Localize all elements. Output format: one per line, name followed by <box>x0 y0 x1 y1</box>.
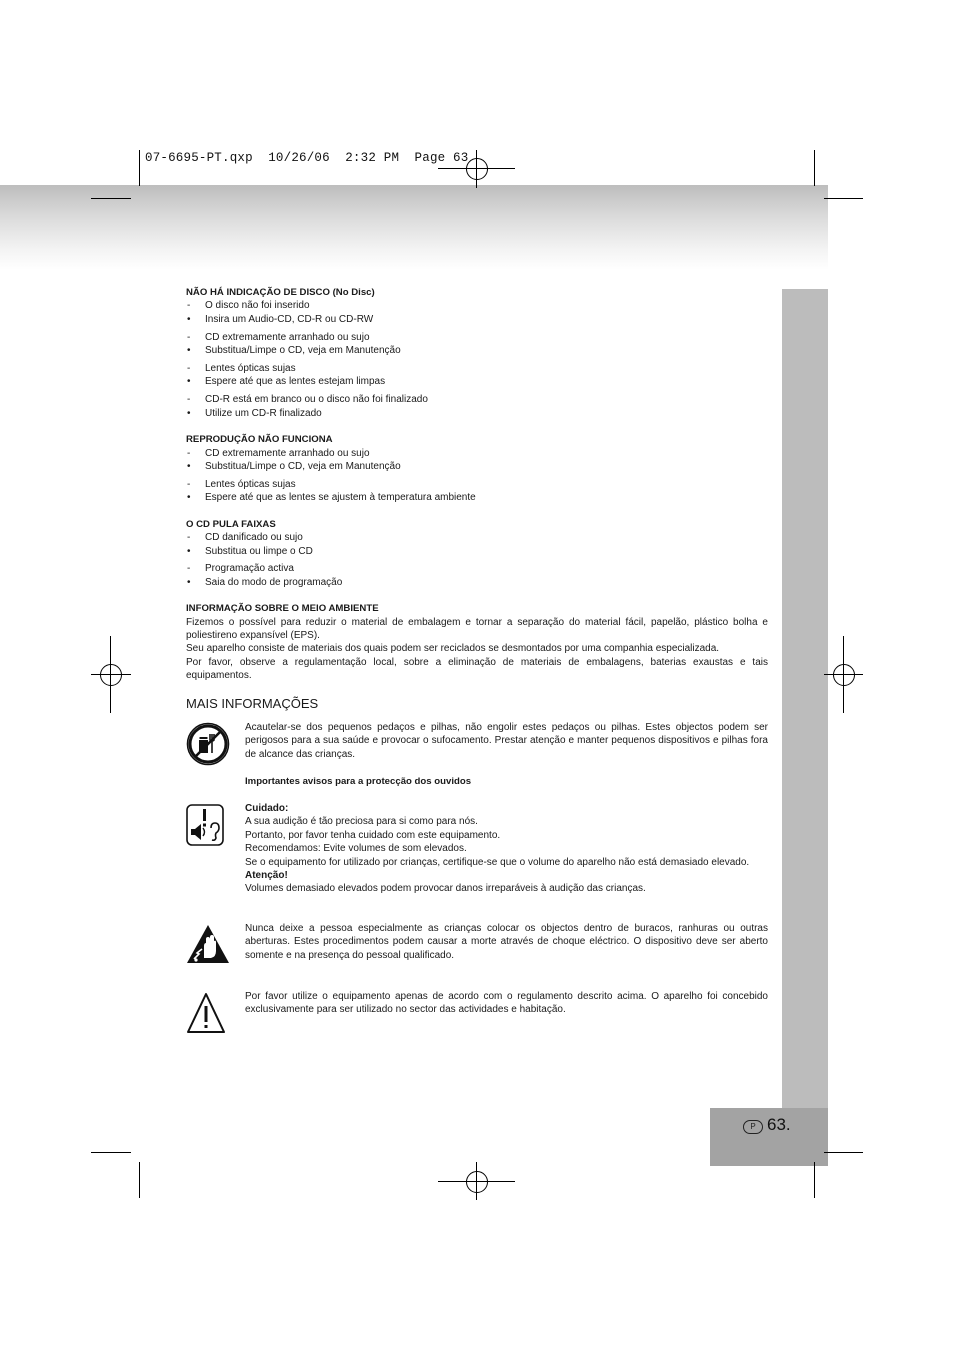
troubleshoot-group <box>186 393 768 420</box>
attention-label: Atenção! <box>245 870 288 882</box>
section-title: INFORMAÇÃO SOBRE O MEIO AMBIENTE <box>186 603 379 615</box>
small-parts-warning <box>245 721 768 761</box>
paragraph: Nunca deixe a pessoa especialmente as crianças colocar os objectos dentro de buracos, ranhuras ou outras aberturas. Estes procedimentos podem causar a morte através de choque eléctrico. O dispositivo deve ser aberto somente e na presença do pessoal qualificado. <box>245 923 768 961</box>
fix-item: • Espere até que as lentes se ajustem à temperatura ambiente <box>187 492 476 504</box>
registration-mark <box>833 664 855 686</box>
crop-mark <box>824 198 863 199</box>
crop-mark <box>91 198 131 199</box>
paragraph: Seu aparelho consiste de materiais dos quais podem ser reciclados se desmontados por uma companhia especializada. <box>186 643 720 655</box>
cause-item: - CD extremamente arranhado ou sujo <box>187 447 370 459</box>
crop-mark <box>814 150 815 186</box>
hearing-warning-icon <box>186 804 224 851</box>
caution-line: Recomendamos: Evite volumes de som elevados. <box>245 843 467 855</box>
cause-item: - CD danificado ou sujo <box>187 532 303 544</box>
section-environment <box>186 602 768 682</box>
fix-item: • Substitua ou limpe o CD <box>187 545 313 557</box>
section-title: O CD PULA FAIXAS <box>186 518 276 530</box>
troubleshoot-group <box>186 362 768 389</box>
usage-notice <box>245 990 768 1017</box>
section-skips <box>186 518 768 590</box>
registration-mark <box>100 664 122 686</box>
paragraph: Por favor, observe a regulamentação local, sobre a eliminação de materiais de embalagens, baterias exaustas e tais equipamentos. <box>186 656 768 682</box>
troubleshoot-group <box>186 447 768 474</box>
attention-text: Volumes demasiado elevados podem provocar danos irreparáveis à audição das crianças. <box>245 883 646 895</box>
cause-item: - Programação activa <box>187 563 294 575</box>
crop-mark <box>814 1162 815 1198</box>
caution-line: Se o equipamento for utilizado por crianças, certifique-se que o volume do aparelho não está demasiado elevado. <box>245 856 750 868</box>
more-info-title: MAIS INFORMAÇÕES <box>186 695 319 711</box>
registration-mark <box>466 158 488 180</box>
fix-item: • Substitua/Limpe o CD, veja em Manutenção <box>187 345 401 357</box>
fix-item: • Substitua/Limpe o CD, veja em Manutenção <box>187 460 401 472</box>
language-badge: P <box>743 1120 763 1134</box>
paragraph: Acautelar-se dos pequenos pedaços e pilhas, não engolir estes pedaços ou pilhas. Estes objectos podem ser perigosos para a sua saúde e provocar o sufocamento. Prestar atenção e manter pequenos dispositivos e pilhas fora de alcance das crianças. <box>245 722 768 760</box>
fix-item: • Saia do modo de programação <box>187 576 343 588</box>
cause-item: - Lentes ópticas sujas <box>187 363 296 375</box>
troubleshoot-group <box>186 299 768 326</box>
hearing-heading-block <box>245 775 768 788</box>
troubleshoot-group <box>186 478 768 505</box>
no-small-parts-icon <box>186 722 230 771</box>
electric-shock-icon <box>186 924 230 969</box>
caution-label: Cuidado: <box>245 803 289 814</box>
crop-mark <box>824 1152 863 1153</box>
troubleshoot-group <box>186 531 768 558</box>
side-tab <box>782 289 828 1109</box>
section-no-disc <box>186 286 768 420</box>
cause-item: - CD-R está em branco ou o disco não foi finalizado <box>187 394 428 406</box>
troubleshoot-group <box>186 562 768 589</box>
section-title: REPRODUÇÃO NÃO FUNCIONA <box>186 434 333 446</box>
page-number: 63. <box>767 1115 791 1134</box>
registration-mark <box>466 1171 488 1193</box>
fix-item: • Insira um Audio-CD, CD-R ou CD-RW <box>187 313 374 325</box>
hearing-heading: Importantes avisos para a protecção dos ouvidos <box>245 776 472 787</box>
fix-item: • Utilize um CD-R finalizado <box>187 407 322 419</box>
crop-mark <box>139 150 140 186</box>
caution-line: Portanto, por favor tenha cuidado com este equipamento. <box>245 829 501 841</box>
cause-item: - Lentes ópticas sujas <box>187 478 296 490</box>
cause-item: - CD extremamente arranhado ou sujo <box>187 331 370 343</box>
print-slug: 07-6695-PT.qxp 10/26/06 2:32 PM Page 63 <box>145 151 469 165</box>
section-title: NÃO HÁ INDICAÇÃO DE DISCO (No Disc) <box>186 287 375 298</box>
troubleshooting-content <box>186 286 768 716</box>
crop-mark <box>91 1152 131 1153</box>
paragraph: Fizemos o possível para reduzir o material de embalagem e tornar a separação do material fácil, papelão, plástico bolha e poliestireno expansível (EPS). <box>186 616 768 642</box>
troubleshoot-group <box>186 331 768 358</box>
section-no-play <box>186 433 768 505</box>
paragraph: Por favor utilize o equipamento apenas de acordo com o regulamento descrito acima. O aparelho foi concebido exclusivamente para ser utilizado no sector das actividades e habitação. <box>245 991 768 1016</box>
crop-mark <box>139 1162 140 1198</box>
hearing-warning <box>245 802 768 896</box>
cause-item: - O disco não foi inserido <box>187 300 310 312</box>
warning-triangle-icon <box>186 992 226 1039</box>
caution-line: A sua audição é tão preciosa para si como para nós. <box>245 816 478 828</box>
fix-item: • Espere até que as lentes estejam limpas <box>187 376 386 388</box>
electric-shock-warning <box>245 922 768 962</box>
